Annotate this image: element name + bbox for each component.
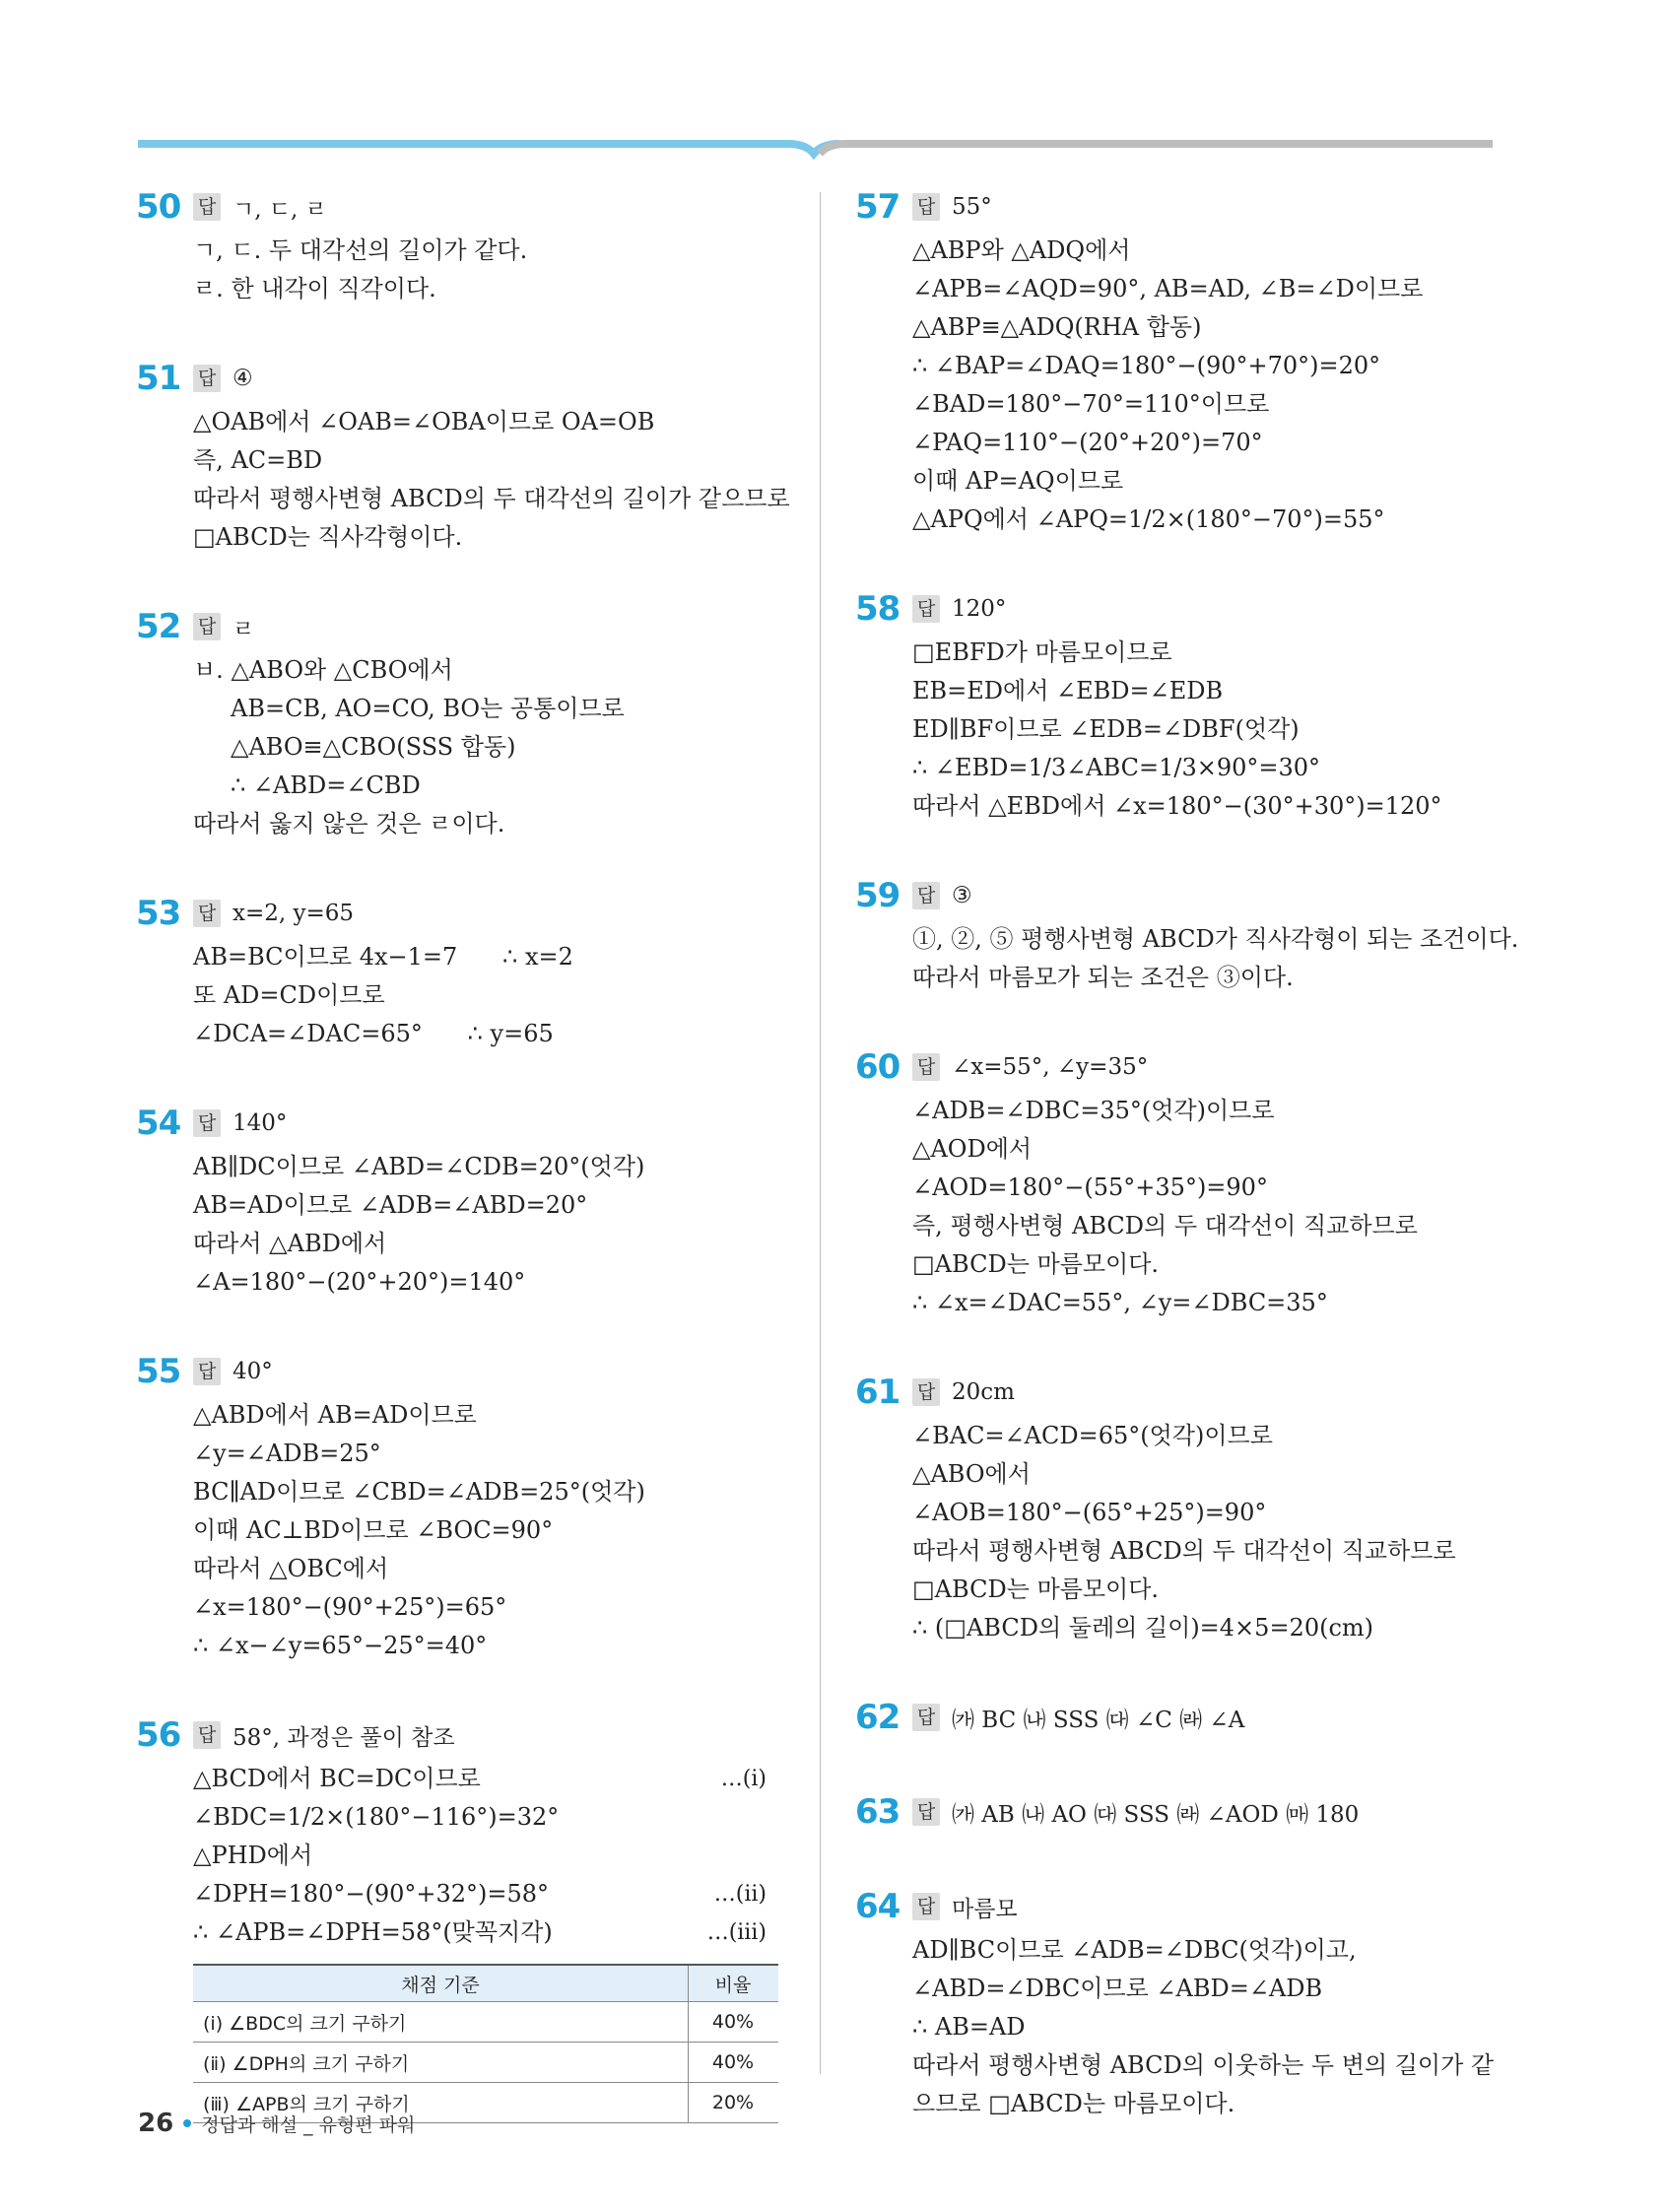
solution-text: ∴ ∠BAP=∠DAQ=180°−(90°+70°)=20° xyxy=(912,352,1381,379)
answer-tag: 답 xyxy=(912,595,940,623)
solution-line xyxy=(912,385,1505,424)
solution-text: 따라서 옳지 않은 것은 ㄹ이다. xyxy=(193,810,505,838)
right-column xyxy=(855,182,1519,2169)
solution-lines xyxy=(136,938,767,1053)
problem-header xyxy=(855,871,1505,920)
answer-text: 마름모 xyxy=(952,1896,1018,1922)
answer-tag: 답 xyxy=(912,1053,940,1081)
solution-lines xyxy=(855,1092,1505,1322)
answer-tag: 답 xyxy=(193,1721,221,1749)
answer-text: 120° xyxy=(952,596,1007,622)
solution-text: △OAB에서 ∠OAB=∠OBA이므로 OA=OB xyxy=(193,408,655,436)
solution-text: ㄱ, ㄷ. 두 대각선의 길이가 같다. xyxy=(193,236,528,264)
solution-text: □ABCD는 마름모이다. xyxy=(912,1250,1160,1278)
problem-header xyxy=(136,889,767,938)
solution-line xyxy=(912,672,1505,710)
solution-line xyxy=(912,1245,1505,1284)
solution-text: ∠BAD=180°−70°=110°이므로 xyxy=(912,390,1270,418)
solution-text: ∠DPH=180°−(90°+32°)=58° xyxy=(193,1880,550,1908)
solution-text: △ABD에서 AB=AD이므로 xyxy=(193,1401,477,1429)
problem-number: 63 xyxy=(855,1792,901,1832)
problem-60 xyxy=(855,1042,1505,1322)
solution-text: □EBFD가 마름모이므로 xyxy=(912,638,1172,666)
solution-line xyxy=(193,1148,767,1186)
solution-line xyxy=(193,1760,767,1798)
solution-line xyxy=(193,1263,767,1302)
problem-header xyxy=(855,584,1505,634)
solution-line xyxy=(193,767,767,805)
solution-line xyxy=(912,1169,1505,1207)
solution-text: 즉, 평행사변형 ABCD의 두 대각선이 직교하므로 xyxy=(912,1212,1418,1240)
solution-line xyxy=(193,1588,767,1627)
solution-line xyxy=(912,2046,1505,2085)
table-header: 비율 xyxy=(689,1965,779,2002)
solution-text: ㄹ. 한 내각이 직각이다. xyxy=(193,275,436,302)
solution-text: △BCD에서 BC=DC이므로 xyxy=(193,1765,481,1792)
solution-text: 즉, AC=BD xyxy=(193,446,323,474)
solution-text: 따라서 평행사변형 ABCD의 두 대각선의 길이가 같으므로 xyxy=(193,485,790,512)
header-decoration xyxy=(0,0,1668,168)
solution-line xyxy=(193,518,767,557)
answer-tag: 답 xyxy=(912,1704,940,1731)
solution-line xyxy=(193,441,767,480)
solution-line xyxy=(912,347,1505,385)
solution-text: 따라서 △EBD에서 ∠x=180°−(30°+30°)=120° xyxy=(912,792,1442,820)
solution-lines xyxy=(855,1417,1505,1647)
solution-line xyxy=(912,1130,1505,1169)
solution-line xyxy=(193,1875,767,1913)
problem-header xyxy=(136,1347,767,1396)
solution-text: □ABCD는 마름모이다. xyxy=(912,1575,1160,1603)
problem-51 xyxy=(136,354,790,557)
problem-number: 56 xyxy=(136,1715,181,1755)
solution-text: 따라서 △ABD에서 xyxy=(193,1230,387,1257)
solution-line xyxy=(193,270,767,308)
solution-text: 따라서 △OBC에서 xyxy=(193,1555,389,1582)
solution-text: ∴ ∠x−∠y=65°−25°=40° xyxy=(193,1632,488,1659)
answer-tag: 답 xyxy=(193,613,221,640)
solution-text: ∴ ∠ABD=∠CBD xyxy=(231,771,421,799)
table-cell: 20% xyxy=(689,2083,779,2123)
solution-line xyxy=(193,1511,767,1550)
problem-50 xyxy=(136,182,767,308)
solution-text: ①, ②, ⑤ 평행사변형 ABCD가 직사각형이 되는 조건이다. xyxy=(912,925,1519,953)
solution-text: ∠BAC=∠ACD=65°(엇각)이므로 xyxy=(912,1422,1273,1449)
grading-table xyxy=(193,1964,778,2123)
problem-number: 58 xyxy=(855,589,901,629)
solution-text: 따라서 마름모가 되는 조건은 ③이다. xyxy=(912,964,1294,991)
answer-tag: 답 xyxy=(912,1893,940,1920)
column-divider xyxy=(820,192,821,2074)
solution-text: AB=AD이므로 ∠ADB=∠ABD=20° xyxy=(193,1191,588,1219)
solution-line xyxy=(912,424,1505,462)
solution-text: △ABP≡△ADQ(RHA 합동) xyxy=(912,313,1202,341)
solution-line xyxy=(912,920,1519,959)
problem-61 xyxy=(855,1368,1505,1647)
solution-line xyxy=(193,232,767,270)
problem-header xyxy=(855,1787,1505,1837)
problem-57 xyxy=(855,182,1505,539)
solution-line xyxy=(912,959,1505,997)
solution-line xyxy=(193,1225,767,1263)
solution-line xyxy=(193,805,767,843)
problem-header xyxy=(136,602,767,651)
solution-text: ∠x=180°−(90°+25°)=65° xyxy=(193,1593,507,1621)
problem-number: 53 xyxy=(136,894,181,933)
solution-text: ∠DCA=∠DAC=65° ∴ y=65 xyxy=(193,1020,554,1047)
answer-text: 140° xyxy=(233,1110,288,1136)
problem-header xyxy=(136,354,767,403)
solution-text: △AOD에서 xyxy=(912,1135,1033,1163)
solution-text: ∠APB=∠AQD=90°, AB=AD, ∠B=∠D이므로 xyxy=(912,275,1424,302)
solution-line xyxy=(912,270,1505,308)
solution-line xyxy=(193,1396,767,1435)
solution-line xyxy=(193,1627,767,1665)
solution-text: ∴ ∠x=∠DAC=55°, ∠y=∠DBC=35° xyxy=(912,1289,1328,1316)
answer-text: 55° xyxy=(952,194,992,220)
solution-text: ED∥BF이므로 ∠EDB=∠DBF(엇각) xyxy=(912,715,1300,743)
solution-line xyxy=(912,1571,1505,1609)
solution-lines xyxy=(855,1931,1505,2123)
solution-lines xyxy=(136,403,790,557)
solution-line xyxy=(912,1931,1505,1970)
table-cell: (ⅰ) ∠BDC의 크기 구하기 xyxy=(193,2002,689,2043)
table-row xyxy=(193,2002,778,2043)
solution-line xyxy=(912,2008,1505,2046)
answer-text: ㄹ xyxy=(233,616,255,642)
problem-64 xyxy=(855,1882,1505,2123)
answer-text: 58°, 과정은 풀이 참조 xyxy=(233,1724,455,1751)
solution-text: EB=ED에서 ∠EBD=∠EDB xyxy=(912,677,1224,704)
solution-text: BC∥AD이므로 ∠CBD=∠ADB=25°(엇각) xyxy=(193,1478,645,1506)
problem-53 xyxy=(136,889,767,1053)
solution-text: ∠ADB=∠DBC=35°(엇각)이므로 xyxy=(912,1097,1275,1124)
solution-line xyxy=(193,480,790,518)
solution-text: ∴ ∠APB=∠DPH=58°(맞꼭지각) xyxy=(193,1918,553,1946)
problem-number: 57 xyxy=(855,187,901,227)
solution-line xyxy=(912,787,1505,826)
solution-lines xyxy=(855,634,1505,826)
solution-line xyxy=(912,749,1505,787)
solution-line xyxy=(912,462,1505,501)
answer-tag: 답 xyxy=(193,1358,221,1385)
solution-line xyxy=(193,1473,767,1511)
solution-line xyxy=(193,1798,767,1837)
problem-52 xyxy=(136,602,767,843)
answer-tag: 답 xyxy=(912,1798,940,1826)
table-cell: (ⅱ) ∠DPH의 크기 구하기 xyxy=(193,2043,689,2083)
solution-line xyxy=(193,651,767,690)
solution-line xyxy=(912,1532,1505,1571)
solution-line xyxy=(193,690,767,728)
solution-text: 이때 AC⊥BD이므로 ∠BOC=90° xyxy=(193,1516,554,1544)
solution-line xyxy=(193,976,767,1015)
table-header: 채점 기준 xyxy=(193,1965,689,2002)
table-cell: (ⅲ) ∠APB의 크기 구하기 xyxy=(193,2083,689,2123)
answer-tag: 답 xyxy=(193,365,221,392)
solution-text: ∴ ∠EBD=1/3∠ABC=1/3×90°=30° xyxy=(912,754,1321,781)
solution-line xyxy=(912,634,1505,672)
solution-line xyxy=(193,1186,767,1225)
problem-number: 52 xyxy=(136,607,181,646)
solution-text: 또 AD=CD이므로 xyxy=(193,981,385,1009)
answer-tag: 답 xyxy=(912,882,940,909)
problem-56 xyxy=(136,1710,767,2123)
step-marker: …(ⅱ) xyxy=(713,1882,767,1907)
solution-text: ∠ABD=∠DBC이므로 ∠ABD=∠ADB xyxy=(912,1975,1323,2002)
answer-tag: 답 xyxy=(193,1109,221,1137)
problem-58 xyxy=(855,584,1505,826)
solution-line xyxy=(912,1494,1505,1532)
solution-text: ∠y=∠ADB=25° xyxy=(193,1440,381,1467)
solution-line xyxy=(912,232,1505,270)
solution-text: 이때 AP=AQ이므로 xyxy=(912,467,1124,495)
solution-text: AB=CB, AO=CO, BO는 공통이므로 xyxy=(231,695,625,722)
problem-header xyxy=(855,1042,1505,1092)
solution-text: △ABO에서 xyxy=(912,1460,1031,1488)
solution-text: □ABCD는 직사각형이다. xyxy=(193,523,463,551)
solution-text: ∠AOD=180°−(55°+35°)=90° xyxy=(912,1173,1268,1201)
solution-lines xyxy=(855,920,1519,997)
answer-tag: 답 xyxy=(193,193,221,221)
table-cell: 40% xyxy=(689,2002,779,2043)
solution-line xyxy=(912,1609,1505,1647)
solution-text: △PHD에서 xyxy=(193,1842,313,1869)
answer-text: ㈎ AB ㈏ AO ㈐ SSS ㈑ ∠AOD ㈒ 180 xyxy=(952,1801,1360,1828)
problem-number: 51 xyxy=(136,359,181,398)
answer-text: 20cm xyxy=(952,1379,1015,1405)
answer-text: 40° xyxy=(233,1359,273,1384)
solution-line xyxy=(912,308,1505,347)
solution-line xyxy=(912,1207,1505,1245)
solution-text: 으므로 □ABCD는 마름모이다. xyxy=(912,2090,1235,2117)
answer-tag: 답 xyxy=(912,193,940,221)
solution-text: △ABO≡△CBO(SSS 합동) xyxy=(231,733,516,761)
solution-line xyxy=(193,403,767,441)
solution-line xyxy=(912,710,1505,749)
solution-lines xyxy=(136,1396,767,1665)
problem-number: 64 xyxy=(855,1887,901,1926)
solution-line xyxy=(912,501,1505,539)
page-footer xyxy=(138,2109,415,2138)
answer-text: ③ xyxy=(952,883,972,908)
solution-text: AB=BC이므로 4x−1=7 ∴ x=2 xyxy=(193,943,573,971)
solution-line xyxy=(912,1092,1505,1130)
problem-header xyxy=(855,1693,1505,1742)
solution-line xyxy=(912,1970,1505,2008)
solution-text: ㅂ. △ABO와 △CBO에서 xyxy=(193,656,453,684)
page-number: 26 xyxy=(138,2109,174,2138)
solution-line xyxy=(193,1015,767,1053)
solution-line xyxy=(912,1417,1505,1455)
step-marker: …(ⅲ) xyxy=(706,1920,767,1945)
problem-number: 55 xyxy=(136,1352,181,1391)
problem-55 xyxy=(136,1347,767,1665)
problem-number: 61 xyxy=(855,1373,901,1412)
footer-text: 정답과 해설 _ 유형편 파워 xyxy=(201,2113,416,2136)
problem-number: 50 xyxy=(136,187,181,227)
solution-text: ∠PAQ=110°−(20°+20°)=70° xyxy=(912,429,1263,456)
problem-header xyxy=(855,182,1505,232)
solution-text: ∠A=180°−(20°+20°)=140° xyxy=(193,1268,526,1296)
solution-text: AD∥BC이므로 ∠ADB=∠DBC(엇각)이고, xyxy=(912,1936,1357,1964)
solution-line xyxy=(193,938,767,976)
answer-text: ㈎ BC ㈏ SSS ㈐ ∠C ㈑ ∠A xyxy=(952,1707,1245,1733)
solution-text: AB∥DC이므로 ∠ABD=∠CDB=20°(엇각) xyxy=(193,1153,645,1180)
problem-header xyxy=(136,182,767,232)
solution-text: 따라서 평행사변형 ABCD의 두 대각선이 직교하므로 xyxy=(912,1537,1456,1565)
problem-59 xyxy=(855,871,1519,997)
solution-line xyxy=(193,1913,767,1952)
solution-text: △APQ에서 ∠APQ=1/2×(180°−70°)=55° xyxy=(912,505,1385,533)
problem-63 xyxy=(855,1787,1505,1837)
answer-text: ④ xyxy=(233,366,253,391)
step-marker: …(ⅰ) xyxy=(720,1767,767,1791)
problem-number: 59 xyxy=(855,876,901,915)
solution-text: 따라서 평행사변형 ABCD의 이웃하는 두 변의 길이가 같 xyxy=(912,2051,1495,2079)
solution-line xyxy=(912,1284,1505,1322)
problem-number: 54 xyxy=(136,1104,181,1143)
solution-lines xyxy=(136,232,767,308)
answer-text: ㄱ, ㄷ, ㄹ xyxy=(233,196,327,223)
solution-line xyxy=(193,1435,767,1473)
solution-text: ∴ AB=AD xyxy=(912,2013,1026,2041)
solution-lines xyxy=(136,651,767,843)
solution-line xyxy=(193,1550,767,1588)
table-row xyxy=(193,2043,778,2083)
problem-54 xyxy=(136,1099,767,1302)
problem-header xyxy=(855,1882,1505,1931)
solution-line xyxy=(912,1455,1505,1494)
solution-text: ∴ (□ABCD의 둘레의 길이)=4×5=20(cm) xyxy=(912,1614,1374,1642)
solution-line xyxy=(193,728,767,767)
problem-header xyxy=(855,1368,1505,1417)
answer-tag: 답 xyxy=(912,1378,940,1406)
solution-line xyxy=(193,1837,767,1875)
solution-lines xyxy=(136,1760,767,1952)
problem-number: 62 xyxy=(855,1698,901,1737)
problem-header xyxy=(136,1710,767,1760)
problem-number: 60 xyxy=(855,1047,901,1087)
solution-text: △ABP와 △ADQ에서 xyxy=(912,236,1131,264)
table-cell: 40% xyxy=(689,2043,779,2083)
problem-header xyxy=(136,1099,767,1148)
answer-tag: 답 xyxy=(193,900,221,927)
answer-text: ∠x=55°, ∠y=35° xyxy=(952,1054,1149,1080)
solution-line xyxy=(912,2085,1505,2123)
solution-text: ∠AOB=180°−(65°+25°)=90° xyxy=(912,1499,1267,1526)
bullet-icon xyxy=(183,2119,191,2127)
solution-lines xyxy=(136,1148,767,1302)
solution-lines xyxy=(855,232,1505,539)
left-column xyxy=(136,182,790,2169)
problem-62 xyxy=(855,1693,1505,1742)
answer-text: x=2, y=65 xyxy=(233,901,355,926)
solution-text: ∠BDC=1/2×(180°−116°)=32° xyxy=(193,1803,560,1831)
